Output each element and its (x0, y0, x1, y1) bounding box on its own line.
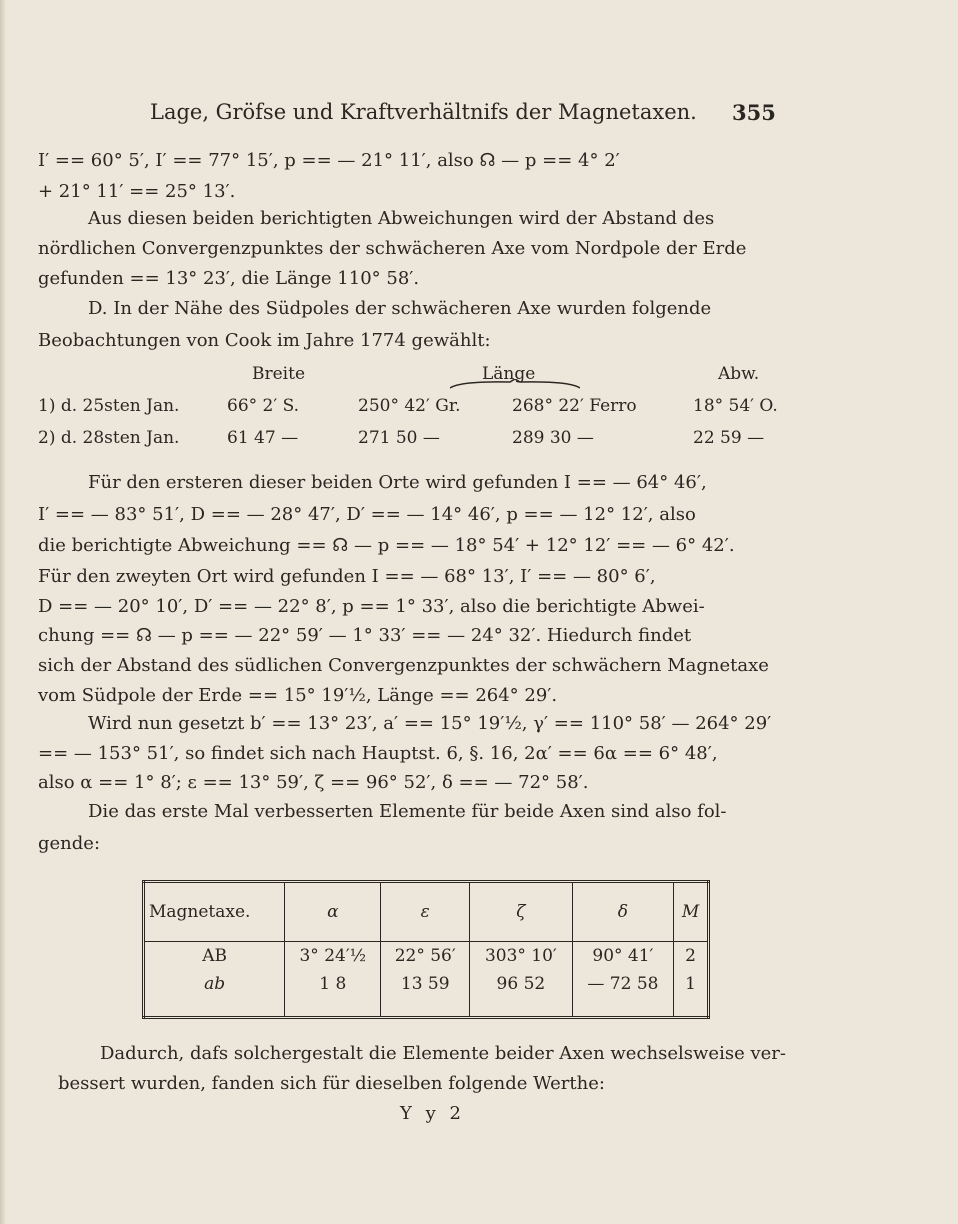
obs-row-2-laenge-gr: 271 50 — (358, 428, 440, 448)
obs-row-1-abw: 18° 54′ O. (693, 396, 778, 416)
cell: 13 59 (381, 970, 470, 1018)
cell: — 72 58 (572, 970, 674, 1018)
text-line: D. In der Nähe des Südpoles der schwächeren Axe wurden folgende (88, 298, 712, 319)
obs-row-2-breite: 61 47 — (227, 428, 299, 448)
obs-row-2-abw: 22 59 — (693, 428, 765, 448)
text-line: Dadurch, dafs solchergestalt die Elemente beider Axen wechselsweise ver- (100, 1043, 786, 1064)
text-line: nördlichen Convergenzpunktes der schwächeren Axe vom Nordpole der Erde (38, 238, 747, 259)
col-header-magnetaxe: Magnetaxe. (144, 882, 285, 942)
text-line: bessert wurden, fanden sich für dieselben folgende Werthe: (58, 1073, 605, 1094)
cell: 3° 24′½ (285, 942, 381, 971)
cell: 1 8 (285, 970, 381, 1018)
text-line: die berichtigte Abweichung == ☊ — p == — 18° 54′ + 12° 12′ == — 6° 42′. (38, 535, 735, 556)
cell: 96 52 (470, 970, 573, 1018)
obs-row-1-laenge-gr: 250° 42′ Gr. (358, 396, 461, 416)
cell: AB (202, 946, 228, 966)
col-header-epsilon: ε (381, 882, 470, 942)
col-header-zeta: ζ (470, 882, 573, 942)
text-line: gefunden == 13° 23′, die Länge 110° 58′. (38, 268, 420, 289)
obs-row-2-num: 2) d. 28sten Jan. (38, 428, 180, 448)
text-line: gende: (38, 833, 101, 854)
cell: 90° 41′ (572, 942, 674, 971)
text-line: I′ == — 83° 51′, D == — 28° 47′, D′ == — 14° 46′, p == — 12° 12′, also (38, 504, 696, 525)
cell: 1 (674, 970, 709, 1018)
col-header-m: M (674, 882, 709, 942)
text-line: sich der Abstand des südlichen Convergenzpunktes der schwächern Magnetaxe (38, 655, 769, 676)
cell: 2 (674, 942, 709, 971)
running-head-title: Lage, Gröfse und Kraftverhältnifs der Magnetaxen. (150, 100, 697, 124)
table-row (144, 970, 709, 1018)
obs-header-abw: Abw. (718, 364, 760, 384)
obs-row-1-laenge-ferro: 268° 22′ Ferro (512, 396, 637, 416)
obs-row-1-breite: 66° 2′ S. (227, 396, 300, 416)
text-line: chung == ☊ — p == — 22° 59′ — 1° 33′ == — 24° 32′. Hiedurch findet (38, 625, 692, 646)
elements-table-header (144, 882, 709, 942)
elements-table (142, 880, 710, 1019)
obs-header-laenge: Länge (482, 364, 536, 384)
obs-header-breite: Breite (252, 364, 306, 384)
page-number: 355 (732, 100, 776, 125)
cell: 303° 10′ (470, 942, 573, 971)
text-line: Die das erste Mal verbesserten Elemente für beide Axen sind also fol- (88, 801, 727, 822)
cell: 22° 56′ (381, 942, 470, 971)
text-line: + 21° 11′ == 25° 13′. (38, 181, 236, 202)
col-header-delta: δ (572, 882, 674, 942)
col-header-alpha: α (285, 882, 381, 942)
obs-row-1-num: 1) d. 25sten Jan. (38, 396, 180, 416)
table-row (144, 942, 709, 971)
signature-mark: Y y 2 (400, 1103, 465, 1124)
text-line: Wird nun gesetzt b′ == 13° 23′, a′ == 15° 19′½, γ′ == 110° 58′ — 264° 29′ (88, 713, 772, 734)
brace-icon (450, 379, 580, 389)
text-line: I′ == 60° 5′, I′ == 77° 15′, p == — 21° 11′, also ☊ — p == 4° 2′ (38, 150, 620, 171)
text-line: == — 153° 51′, so findet sich nach Hauptst. 6, §. 16, 2α′ == 6α == 6° 48′, (38, 743, 718, 764)
text-line: vom Südpole der Erde == 15° 19′½, Länge == 264° 29′. (38, 685, 558, 706)
page-edge-shadow (0, 0, 6, 1224)
text-line: Für den zweyten Ort wird gefunden I == — 68° 13′, I′ == — 80° 6′, (38, 566, 656, 587)
text-line: D == — 20° 10′, D′ == — 22° 8′, p == 1° 33′, also die berichtigte Abwei- (38, 596, 705, 617)
text-line: Beobachtungen von Cook im Jahre 1774 gewählt: (38, 330, 491, 351)
text-line: Aus diesen beiden berichtigten Abweichungen wird der Abstand des (88, 208, 715, 229)
cell: ab (204, 974, 226, 994)
obs-row-2-laenge-ferro: 289 30 — (512, 428, 594, 448)
text-line: Für den ersteren dieser beiden Orte wird gefunden I == — 64° 46′, (88, 472, 707, 493)
text-line: also α == 1° 8′; ε == 13° 59′, ζ == 96° 52′, δ == — 72° 58′. (38, 772, 589, 793)
